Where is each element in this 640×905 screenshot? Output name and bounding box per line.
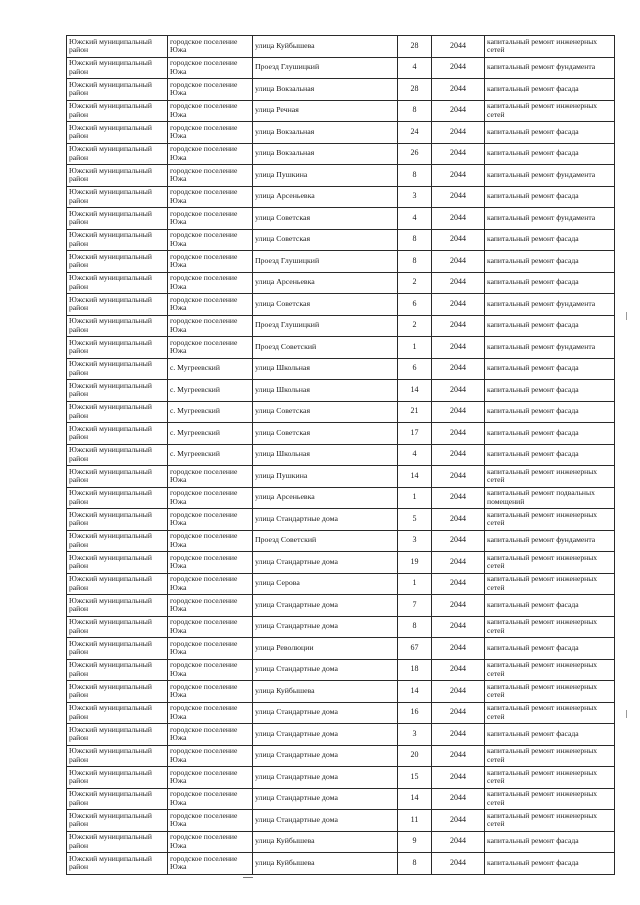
district-cell: Южский муниципальный район: [67, 767, 168, 789]
street-cell: Проезд Глушицкий: [253, 251, 398, 273]
settlement-cell: городское поселение Южа: [168, 315, 253, 337]
work-type-cell: капитальный ремонт фундамента: [485, 165, 615, 187]
street-cell: улица Стандартные дома: [253, 659, 398, 681]
street-cell: улица Стандартные дома: [253, 552, 398, 574]
settlement-cell: городское поселение Южа: [168, 79, 253, 101]
year-cell: 2044: [432, 122, 485, 144]
settlement-cell: городское поселение Южа: [168, 788, 253, 810]
table-row: [67, 143, 615, 165]
house-number-cell: 14: [398, 788, 432, 810]
year-cell: 2044: [432, 659, 485, 681]
work-type-cell: капитальный ремонт фасада: [485, 315, 615, 337]
street-cell: улица Советская: [253, 294, 398, 316]
house-number-cell: 8: [398, 853, 432, 875]
settlement-cell: городское поселение Южа: [168, 294, 253, 316]
street-cell: улица Вокзальная: [253, 143, 398, 165]
year-cell: 2044: [432, 595, 485, 617]
district-cell: Южский муниципальный район: [67, 788, 168, 810]
year-cell: 2044: [432, 423, 485, 445]
work-type-cell: капитальный ремонт фасада: [485, 143, 615, 165]
table-row: [67, 294, 615, 316]
house-number-cell: 24: [398, 122, 432, 144]
year-cell: 2044: [432, 681, 485, 703]
district-cell: Южский муниципальный район: [67, 36, 168, 58]
settlement-cell: городское поселение Южа: [168, 57, 253, 79]
house-number-cell: 1: [398, 487, 432, 509]
district-cell: Южский муниципальный район: [67, 831, 168, 853]
settlement-cell: городское поселение Южа: [168, 186, 253, 208]
settlement-cell: городское поселение Южа: [168, 767, 253, 789]
table-row: [67, 810, 615, 832]
year-cell: 2044: [432, 186, 485, 208]
year-cell: 2044: [432, 638, 485, 660]
year-cell: 2044: [432, 401, 485, 423]
district-cell: Южский муниципальный район: [67, 380, 168, 402]
street-cell: улица Революции: [253, 638, 398, 660]
table-row: [67, 358, 615, 380]
work-type-cell: капитальный ремонт фасада: [485, 186, 615, 208]
year-cell: 2044: [432, 165, 485, 187]
work-type-cell: капитальный ремонт фасада: [485, 444, 615, 466]
work-type-cell: капитальный ремонт подвальных помещений: [485, 487, 615, 509]
settlement-cell: с. Мугреевский: [168, 444, 253, 466]
district-cell: Южский муниципальный район: [67, 337, 168, 359]
table-row: [67, 745, 615, 767]
work-type-cell: капитальный ремонт инженерных сетей: [485, 767, 615, 789]
year-cell: 2044: [432, 745, 485, 767]
table-row: [67, 79, 615, 101]
table-row: [67, 444, 615, 466]
district-cell: Южский муниципальный район: [67, 552, 168, 574]
work-type-cell: капитальный ремонт фасада: [485, 79, 615, 101]
settlement-cell: городское поселение Южа: [168, 272, 253, 294]
table-row: [67, 767, 615, 789]
work-type-cell: капитальный ремонт инженерных сетей: [485, 745, 615, 767]
district-cell: Южский муниципальный район: [67, 638, 168, 660]
settlement-cell: городское поселение Южа: [168, 831, 253, 853]
work-type-cell: капитальный ремонт инженерных сетей: [485, 616, 615, 638]
street-cell: улица Школьная: [253, 358, 398, 380]
house-number-cell: 7: [398, 595, 432, 617]
page-mark: [243, 877, 253, 878]
work-type-cell: капитальный ремонт фасада: [485, 122, 615, 144]
district-cell: Южский муниципальный район: [67, 358, 168, 380]
table-row: [67, 573, 615, 595]
year-cell: 2044: [432, 487, 485, 509]
settlement-cell: городское поселение Южа: [168, 208, 253, 230]
district-cell: Южский муниципальный район: [67, 466, 168, 488]
street-cell: Проезд Советский: [253, 337, 398, 359]
work-type-cell: капитальный ремонт фасада: [485, 831, 615, 853]
table-row: [67, 659, 615, 681]
table-row: [67, 724, 615, 746]
district-cell: Южский муниципальный район: [67, 573, 168, 595]
work-type-cell: капитальный ремонт фасада: [485, 358, 615, 380]
year-cell: 2044: [432, 100, 485, 122]
work-type-cell: капитальный ремонт фасада: [485, 401, 615, 423]
year-cell: 2044: [432, 272, 485, 294]
street-cell: улица Стандартные дома: [253, 810, 398, 832]
table-row: [67, 57, 615, 79]
year-cell: 2044: [432, 358, 485, 380]
street-cell: улица Пушкина: [253, 165, 398, 187]
street-cell: улица Куйбышева: [253, 831, 398, 853]
street-cell: улица Пушкина: [253, 466, 398, 488]
work-type-cell: капитальный ремонт инженерных сетей: [485, 659, 615, 681]
year-cell: 2044: [432, 57, 485, 79]
work-type-cell: капитальный ремонт фасада: [485, 595, 615, 617]
scan-artifact: [626, 312, 627, 320]
district-cell: Южский муниципальный район: [67, 724, 168, 746]
settlement-cell: с. Мугреевский: [168, 380, 253, 402]
work-type-cell: капитальный ремонт фундамента: [485, 57, 615, 79]
settlement-cell: городское поселение Южа: [168, 552, 253, 574]
year-cell: 2044: [432, 810, 485, 832]
scan-artifact: [626, 710, 627, 718]
house-number-cell: 14: [398, 681, 432, 703]
street-cell: улица Стандартные дома: [253, 767, 398, 789]
work-type-cell: капитальный ремонт фундамента: [485, 530, 615, 552]
district-cell: Южский муниципальный район: [67, 595, 168, 617]
settlement-cell: городское поселение Южа: [168, 337, 253, 359]
table-row: [67, 165, 615, 187]
table-row: [67, 530, 615, 552]
district-cell: Южский муниципальный район: [67, 186, 168, 208]
district-cell: Южский муниципальный район: [67, 401, 168, 423]
table-row: [67, 681, 615, 703]
settlement-cell: городское поселение Южа: [168, 724, 253, 746]
table-row: [67, 36, 615, 58]
housing-repair-table: [66, 35, 615, 875]
house-number-cell: 67: [398, 638, 432, 660]
settlement-cell: городское поселение Южа: [168, 702, 253, 724]
district-cell: Южский муниципальный район: [67, 810, 168, 832]
street-cell: улица Советская: [253, 401, 398, 423]
street-cell: улица Советская: [253, 229, 398, 251]
work-type-cell: капитальный ремонт фасада: [485, 638, 615, 660]
work-type-cell: капитальный ремонт инженерных сетей: [485, 573, 615, 595]
settlement-cell: городское поселение Южа: [168, 165, 253, 187]
district-cell: Южский муниципальный район: [67, 79, 168, 101]
street-cell: улица Советская: [253, 208, 398, 230]
house-number-cell: 2: [398, 272, 432, 294]
street-cell: Проезд Советский: [253, 530, 398, 552]
table-row: [67, 380, 615, 402]
district-cell: Южский муниципальный район: [67, 853, 168, 875]
house-number-cell: 3: [398, 530, 432, 552]
table-row: [67, 251, 615, 273]
street-cell: улица Серова: [253, 573, 398, 595]
year-cell: 2044: [432, 552, 485, 574]
work-type-cell: капитальный ремонт инженерных сетей: [485, 702, 615, 724]
street-cell: Проезд Глушицкий: [253, 57, 398, 79]
house-number-cell: 4: [398, 444, 432, 466]
house-number-cell: 15: [398, 767, 432, 789]
settlement-cell: городское поселение Южа: [168, 595, 253, 617]
work-type-cell: капитальный ремонт фундамента: [485, 337, 615, 359]
work-type-cell: капитальный ремонт фасада: [485, 272, 615, 294]
year-cell: 2044: [432, 315, 485, 337]
work-type-cell: капитальный ремонт инженерных сетей: [485, 681, 615, 703]
settlement-cell: городское поселение Южа: [168, 143, 253, 165]
table-row: [67, 638, 615, 660]
year-cell: 2044: [432, 788, 485, 810]
house-number-cell: 4: [398, 208, 432, 230]
settlement-cell: городское поселение Южа: [168, 509, 253, 531]
house-number-cell: 3: [398, 724, 432, 746]
house-number-cell: 3: [398, 186, 432, 208]
district-cell: Южский муниципальный район: [67, 165, 168, 187]
house-number-cell: 1: [398, 337, 432, 359]
settlement-cell: городское поселение Южа: [168, 681, 253, 703]
table-row: [67, 831, 615, 853]
year-cell: 2044: [432, 466, 485, 488]
district-cell: Южский муниципальный район: [67, 423, 168, 445]
street-cell: улица Речная: [253, 100, 398, 122]
settlement-cell: городское поселение Южа: [168, 853, 253, 875]
settlement-cell: с. Мугреевский: [168, 358, 253, 380]
district-cell: Южский муниципальный район: [67, 315, 168, 337]
district-cell: Южский муниципальный район: [67, 509, 168, 531]
street-cell: улица Стандартные дома: [253, 724, 398, 746]
work-type-cell: капитальный ремонт фундамента: [485, 294, 615, 316]
house-number-cell: 28: [398, 79, 432, 101]
work-type-cell: капитальный ремонт инженерных сетей: [485, 100, 615, 122]
year-cell: 2044: [432, 853, 485, 875]
settlement-cell: городское поселение Южа: [168, 573, 253, 595]
street-cell: Проезд Глушицкий: [253, 315, 398, 337]
district-cell: Южский муниципальный район: [67, 143, 168, 165]
district-cell: Южский муниципальный район: [67, 294, 168, 316]
work-type-cell: капитальный ремонт фасада: [485, 724, 615, 746]
work-type-cell: капитальный ремонт инженерных сетей: [485, 466, 615, 488]
work-type-cell: капитальный ремонт фасада: [485, 380, 615, 402]
table-row: [67, 616, 615, 638]
work-type-cell: капитальный ремонт инженерных сетей: [485, 788, 615, 810]
work-type-cell: капитальный ремонт фасада: [485, 423, 615, 445]
house-number-cell: 8: [398, 616, 432, 638]
house-number-cell: 8: [398, 229, 432, 251]
work-type-cell: капитальный ремонт инженерных сетей: [485, 36, 615, 58]
settlement-cell: городское поселение Южа: [168, 36, 253, 58]
district-cell: Южский муниципальный район: [67, 681, 168, 703]
table-row: [67, 337, 615, 359]
house-number-cell: 14: [398, 466, 432, 488]
street-cell: улица Арсеньевка: [253, 272, 398, 294]
table-row: [67, 186, 615, 208]
work-type-cell: капитальный ремонт инженерных сетей: [485, 552, 615, 574]
table-row: [67, 487, 615, 509]
table-row: [67, 122, 615, 144]
street-cell: улица Куйбышева: [253, 681, 398, 703]
table-row: [67, 853, 615, 875]
street-cell: улица Школьная: [253, 444, 398, 466]
work-type-cell: капитальный ремонт фундамента: [485, 208, 615, 230]
house-number-cell: 5: [398, 509, 432, 531]
district-cell: Южский муниципальный район: [67, 745, 168, 767]
year-cell: 2044: [432, 79, 485, 101]
table-row: [67, 595, 615, 617]
street-cell: улица Вокзальная: [253, 122, 398, 144]
settlement-cell: городское поселение Южа: [168, 616, 253, 638]
house-number-cell: 6: [398, 358, 432, 380]
settlement-cell: городское поселение Южа: [168, 745, 253, 767]
year-cell: 2044: [432, 702, 485, 724]
work-type-cell: капитальный ремонт фасада: [485, 229, 615, 251]
house-number-cell: 4: [398, 57, 432, 79]
district-cell: Южский муниципальный район: [67, 251, 168, 273]
settlement-cell: городское поселение Южа: [168, 659, 253, 681]
table-row: [67, 466, 615, 488]
street-cell: улица Школьная: [253, 380, 398, 402]
street-cell: улица Советская: [253, 423, 398, 445]
house-number-cell: 21: [398, 401, 432, 423]
settlement-cell: городское поселение Южа: [168, 530, 253, 552]
year-cell: 2044: [432, 530, 485, 552]
district-cell: Южский муниципальный район: [67, 229, 168, 251]
settlement-cell: городское поселение Южа: [168, 100, 253, 122]
house-number-cell: 2: [398, 315, 432, 337]
settlement-cell: с. Мугреевский: [168, 401, 253, 423]
year-cell: 2044: [432, 143, 485, 165]
house-number-cell: 14: [398, 380, 432, 402]
table-row: [67, 229, 615, 251]
year-cell: 2044: [432, 767, 485, 789]
settlement-cell: городское поселение Южа: [168, 810, 253, 832]
year-cell: 2044: [432, 337, 485, 359]
year-cell: 2044: [432, 36, 485, 58]
district-cell: Южский муниципальный район: [67, 616, 168, 638]
year-cell: 2044: [432, 509, 485, 531]
year-cell: 2044: [432, 229, 485, 251]
settlement-cell: городское поселение Южа: [168, 487, 253, 509]
year-cell: 2044: [432, 380, 485, 402]
table-row: [67, 315, 615, 337]
work-type-cell: капитальный ремонт фасада: [485, 853, 615, 875]
district-cell: Южский муниципальный район: [67, 208, 168, 230]
district-cell: Южский муниципальный район: [67, 122, 168, 144]
district-cell: Южский муниципальный район: [67, 444, 168, 466]
year-cell: 2044: [432, 616, 485, 638]
house-number-cell: 18: [398, 659, 432, 681]
house-number-cell: 26: [398, 143, 432, 165]
settlement-cell: городское поселение Южа: [168, 251, 253, 273]
year-cell: 2044: [432, 831, 485, 853]
district-cell: Южский муниципальный район: [67, 57, 168, 79]
settlement-cell: городское поселение Южа: [168, 466, 253, 488]
street-cell: улица Арсеньевка: [253, 487, 398, 509]
year-cell: 2044: [432, 573, 485, 595]
house-number-cell: 20: [398, 745, 432, 767]
work-type-cell: капитальный ремонт фасада: [485, 251, 615, 273]
table-row: [67, 100, 615, 122]
street-cell: улица Стандартные дома: [253, 616, 398, 638]
settlement-cell: городское поселение Южа: [168, 638, 253, 660]
year-cell: 2044: [432, 294, 485, 316]
house-number-cell: 28: [398, 36, 432, 58]
street-cell: улица Стандартные дома: [253, 702, 398, 724]
year-cell: 2044: [432, 724, 485, 746]
street-cell: улица Стандартные дома: [253, 595, 398, 617]
table-row: [67, 401, 615, 423]
district-cell: Южский муниципальный район: [67, 272, 168, 294]
house-number-cell: 8: [398, 251, 432, 273]
district-cell: Южский муниципальный район: [67, 702, 168, 724]
table-row: [67, 423, 615, 445]
house-number-cell: 8: [398, 100, 432, 122]
district-cell: Южский муниципальный район: [67, 530, 168, 552]
table-row: [67, 272, 615, 294]
district-cell: Южский муниципальный район: [67, 659, 168, 681]
house-number-cell: 9: [398, 831, 432, 853]
table-row: [67, 702, 615, 724]
year-cell: 2044: [432, 444, 485, 466]
district-cell: Южский муниципальный район: [67, 100, 168, 122]
house-number-cell: 16: [398, 702, 432, 724]
settlement-cell: городское поселение Южа: [168, 229, 253, 251]
house-number-cell: 19: [398, 552, 432, 574]
house-number-cell: 17: [398, 423, 432, 445]
house-number-cell: 8: [398, 165, 432, 187]
house-number-cell: 1: [398, 573, 432, 595]
house-number-cell: 11: [398, 810, 432, 832]
table-row: [67, 552, 615, 574]
year-cell: 2044: [432, 208, 485, 230]
year-cell: 2044: [432, 251, 485, 273]
work-type-cell: капитальный ремонт инженерных сетей: [485, 509, 615, 531]
street-cell: улица Стандартные дома: [253, 745, 398, 767]
street-cell: улица Вокзальная: [253, 79, 398, 101]
settlement-cell: с. Мугреевский: [168, 423, 253, 445]
district-cell: Южский муниципальный район: [67, 487, 168, 509]
table-body: [67, 36, 615, 875]
street-cell: улица Куйбышева: [253, 36, 398, 58]
settlement-cell: городское поселение Южа: [168, 122, 253, 144]
table-row: [67, 509, 615, 531]
table-row: [67, 208, 615, 230]
work-type-cell: капитальный ремонт инженерных сетей: [485, 810, 615, 832]
house-number-cell: 6: [398, 294, 432, 316]
table-row: [67, 788, 615, 810]
street-cell: улица Куйбышева: [253, 853, 398, 875]
street-cell: улица Арсеньевка: [253, 186, 398, 208]
street-cell: улица Стандартные дома: [253, 788, 398, 810]
street-cell: улица Стандартные дома: [253, 509, 398, 531]
